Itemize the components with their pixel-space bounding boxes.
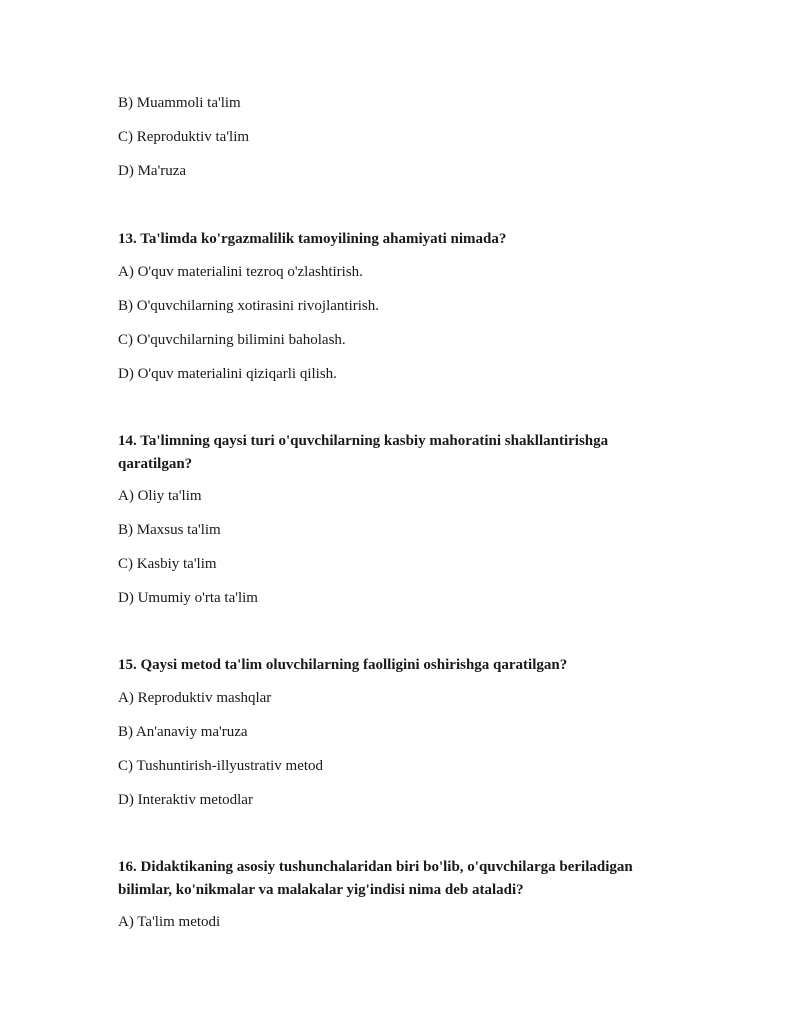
q14-question: 14. Ta'limning qaysi turi o'quvchilarning kasbiy mahoratini shakllantirishga qaratilgan?	[118, 433, 609, 472]
q15-question: 15. Qaysi metod ta'lim oluvchilarning faolligini oshirishga qaratilgan?	[118, 657, 568, 673]
q13-option-a: A) O'quv materialini tezroq o'zlashtirish.	[118, 264, 363, 280]
q12-option-d: D) Ma'ruza	[118, 163, 187, 179]
q14-option-c: C) Kasbiy ta'lim	[118, 556, 217, 572]
q14-option-d: D) Umumiy o'rta ta'lim	[118, 590, 258, 606]
q13-option-c: C) O'quvchilarning bilimini baholash.	[118, 332, 346, 348]
q13-question: 13. Ta'limda ko'rgazmalilik tamoyilining ahamiyati nimada?	[118, 231, 507, 247]
q13-option-d: D) O'quv materialini qiziqarli qilish.	[118, 366, 337, 382]
q12-option-c: C) Reproduktiv ta'lim	[118, 129, 250, 145]
q13-option-b: B) O'quvchilarning xotirasini rivojlantirish.	[118, 298, 379, 314]
q12-option-b: B) Muammoli ta'lim	[118, 95, 241, 111]
q15-option-a: A) Reproduktiv mashqlar	[118, 690, 272, 706]
q14-option-a: A) Oliy ta'lim	[118, 488, 202, 504]
q15-option-c: C) Tushuntirish-illyustrativ metod	[118, 758, 324, 774]
q15-option-b: B) An'anaviy ma'ruza	[118, 724, 248, 740]
q14-option-b: B) Maxsus ta'lim	[118, 522, 221, 538]
q15-option-d: D) Interaktiv metodlar	[118, 792, 253, 808]
q16-question: 16. Didaktikaning asosiy tushunchalaridan biri bo'lib, o'quvchilarga beriladigan bilimlar, ko'nikmalar va malakalar yig'indisi nima deb ataladi?	[118, 859, 633, 898]
q16-option-a: A) Ta'lim metodi	[118, 914, 221, 930]
